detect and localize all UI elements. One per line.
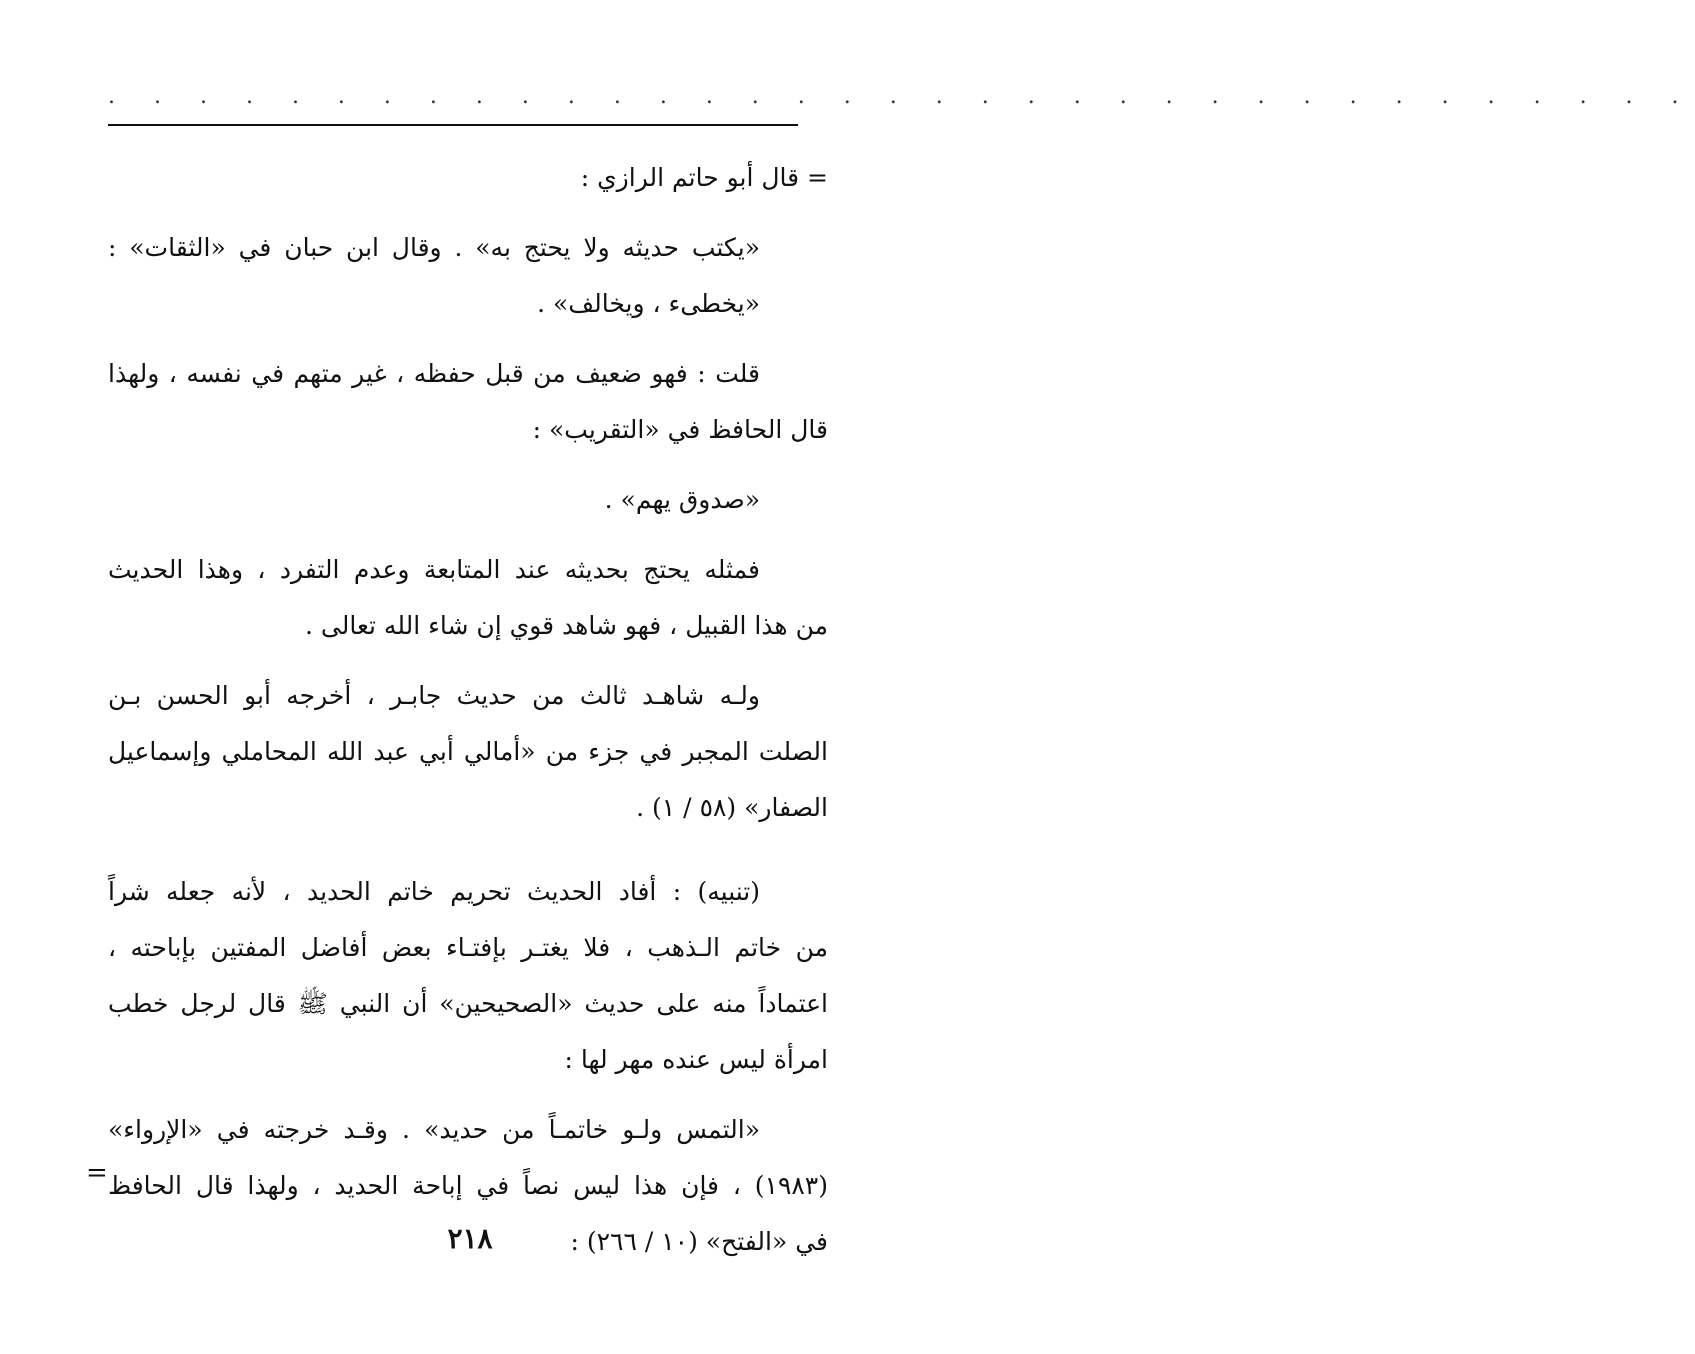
text-line-7: فمثله يحتج بحديثه عند المتابعة وعدم التفرد ، وهذا الحديث <box>108 555 760 584</box>
text-line-12: (تنبيه) : أفاد الحديث تحريم خاتم الحديد ، لأنه جعله شراً <box>108 877 760 906</box>
text-line-2: «يكتب حديثه ولا يحتج به» . وقال ابن حبان في «الثقات» : <box>108 233 760 262</box>
page-number: ٢١٨ <box>447 1222 493 1255</box>
text-line-13: من خاتم الـذهب ، فلا يغتـر بإفتـاء بعض أفاضل المفتين بإباحته ، <box>108 933 828 962</box>
page-body <box>108 150 828 1270</box>
text-line-14: اعتماداً منه على حديث «الصحيحين» أن النبي ﷺ قال لرجل خطب <box>108 989 828 1018</box>
text-line-17: (١٩٨٣) ، فإن هذا ليس نصاً في إباحة الحديد ، ولهذا قال الحافظ <box>108 1171 828 1200</box>
text-line-4: قلت : فهو ضعيف من قبل حفظه ، غير متهم في نفسه ، ولهذا <box>108 359 760 388</box>
text-line-8: من هذا القبيل ، فهو شاهد قوي إن شاء الله تعالى . <box>305 611 828 640</box>
header-dotted-line: . . . . . . . . . . . . . . . . . . . . . . . . . . . . . . . . . . . <box>108 84 1695 109</box>
text-line-15: امرأة ليس عنده مهر لها : <box>564 1045 828 1074</box>
header-rule <box>108 124 798 126</box>
continuation-mark: = <box>86 1158 108 1188</box>
text-line-5: قال الحافظ في «التقريب» : <box>532 415 828 444</box>
text-line-3: «يخطىء ، ويخالف» . <box>537 289 760 318</box>
text-line-6: «صدوق يهم» . <box>604 485 760 514</box>
text-line-16: «التمس ولـو خاتمـاً من حديد» . وقـد خرجته في «الإرواء» <box>108 1115 760 1144</box>
text-line-18: في «الفتح» (١٠ / ٢٦٦) : <box>570 1227 828 1256</box>
text-line-11: الصفار» (٥٨ / ١) . <box>636 793 828 822</box>
text-line-9: ولـه شاهـد ثالث من حديث جابـر ، أخرجه أبو الحسن بـن <box>108 681 760 710</box>
text-line-1: = قال أبو حاتم الرازي : <box>580 163 828 192</box>
text-line-10: الصلت المجبر في جزء من «أمالي أبي عبد الله المحاملي وإسماعيل <box>108 737 828 766</box>
